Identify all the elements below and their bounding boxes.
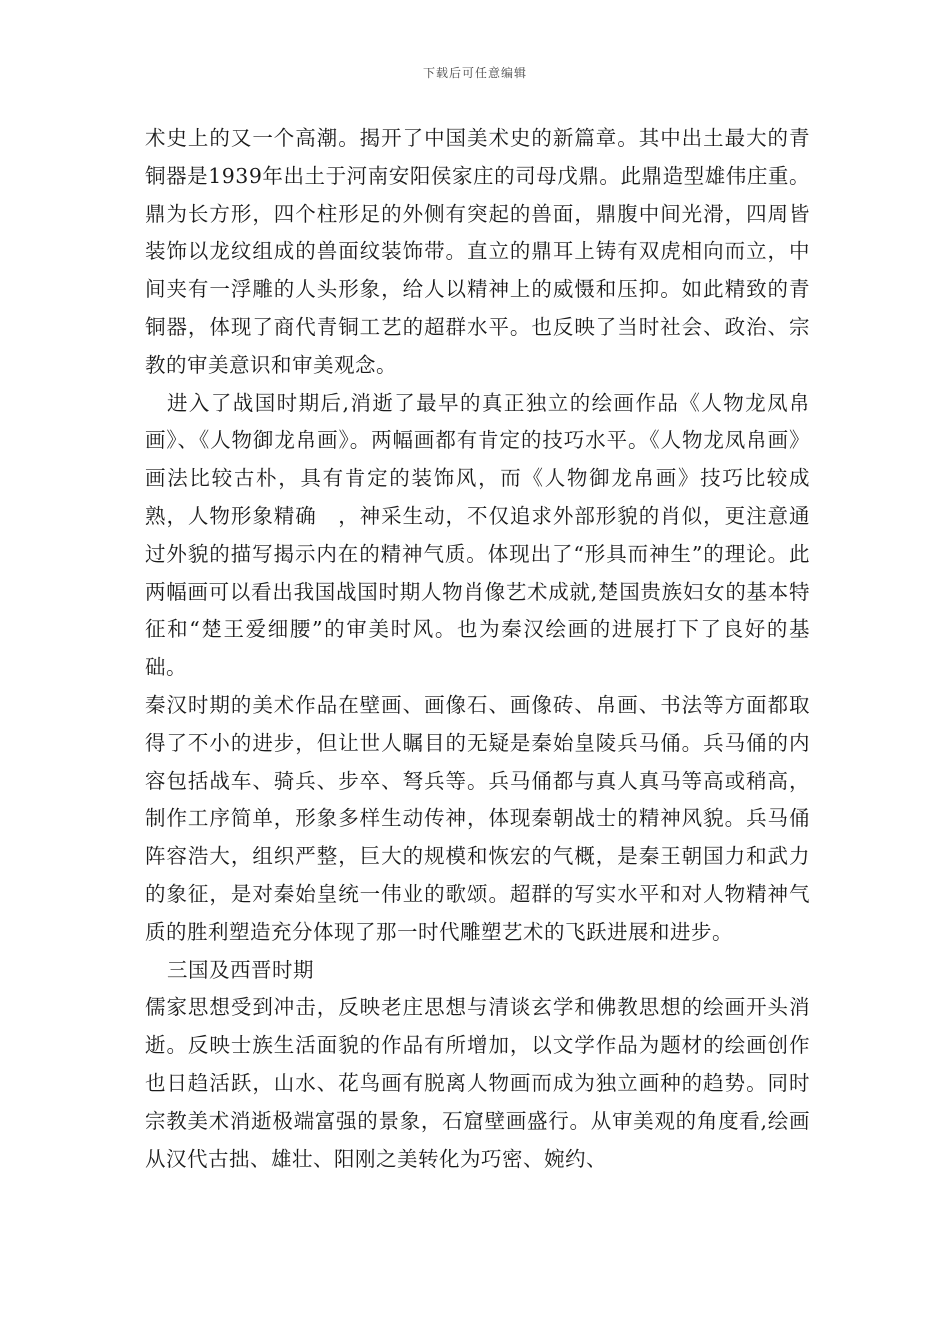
page-header: 下载后可任意编辑 (422, 66, 527, 80)
paragraph-three-kingdoms-painting: 儒家思想受到冲击，反映老庄思想与清谈玄学和佛教思想的绘画开头消逝。反映士族生活面貌的作品有所增加，以文学作品为题材的绘画创作也日趋活跃，山水、花鸟画有脱离人物画而成为独立画种的趋势。同时宗教美术消逝极端富强的景象，石窟壁画盛行。从审美观的角度看,绘画从汉代古拙、雄壮、阳刚之美转化为巧密、婉约、 (145, 995, 810, 1171)
section-heading-three-kingdoms: 三国及西晋时期 (167, 957, 314, 982)
document-body (145, 120, 810, 1178)
paragraph-warring-states-silk-paintings: 进入了战国时期后,消逝了最早的真正独立的绘画作品《人物龙凤帛画》、《人物御龙帛画》。两幅画都有肯定的技巧水平。《人物龙凤帛画》画法比较古朴，具有肯定的装饰风，而《人物御龙帛画》技巧比较成熟，人物形象精确 ，神采生动，不仅追求外部形貌的肖似，更注意通过外貌的描写揭示内在的精神气质。体现出了“形具而神生”的理论。此两幅画可以看出我国战国时期人物肖像艺术成就,楚国贵族妇女的基本特征和“楚王爱细腰”的审美时风。也为秦汉绘画的进展打下了良好的基础。 (145, 390, 810, 680)
paragraph-shang-bronze: 术史上的又一个高潮。揭开了中国美术史的新篇章。其中出土最大的青铜器是1939年出土于河南安阳侯家庄的司母戊鼎。此鼎造型雄伟庄重。鼎为长方形，四个柱形足的外侧有突起的兽面，鼎腹中间光滑，四周皆装饰以龙纹组成的兽面纹装饰带。直立的鼎耳上铸有双虎相向而立，中间夹有一浮雕的人头形象，给人以精神上的威慑和压抑。如此精致的青铜器，体现了商代青铜工艺的超群水平。也反映了当时社会、政治、宗教的审美意识和审美观念。 (145, 126, 810, 377)
paragraph-qin-han-terracotta: 秦汉时期的美术作品在壁画、画像石、画像砖、帛画、书法等方面都取得了不小的进步，但让世人瞩目的无疑是秦始皇陵兵马俑。兵马俑的内容包括战车、骑兵、步卒、弩兵等。兵马俑都与真人真马等高或稍高，制作工序简单，形象多样生动传神，体现秦朝战士的精神风貌。兵马俑阵容浩大，组织严整，巨大的规模和恢宏的气概，是秦王朝国力和武力的象征，是对秦始皇统一伟业的歌颂。超群的写实水平和对人物精神气质的胜利塑造充分体现了那一时代雕塑艺术的飞跃进展和进步。 (145, 692, 810, 944)
